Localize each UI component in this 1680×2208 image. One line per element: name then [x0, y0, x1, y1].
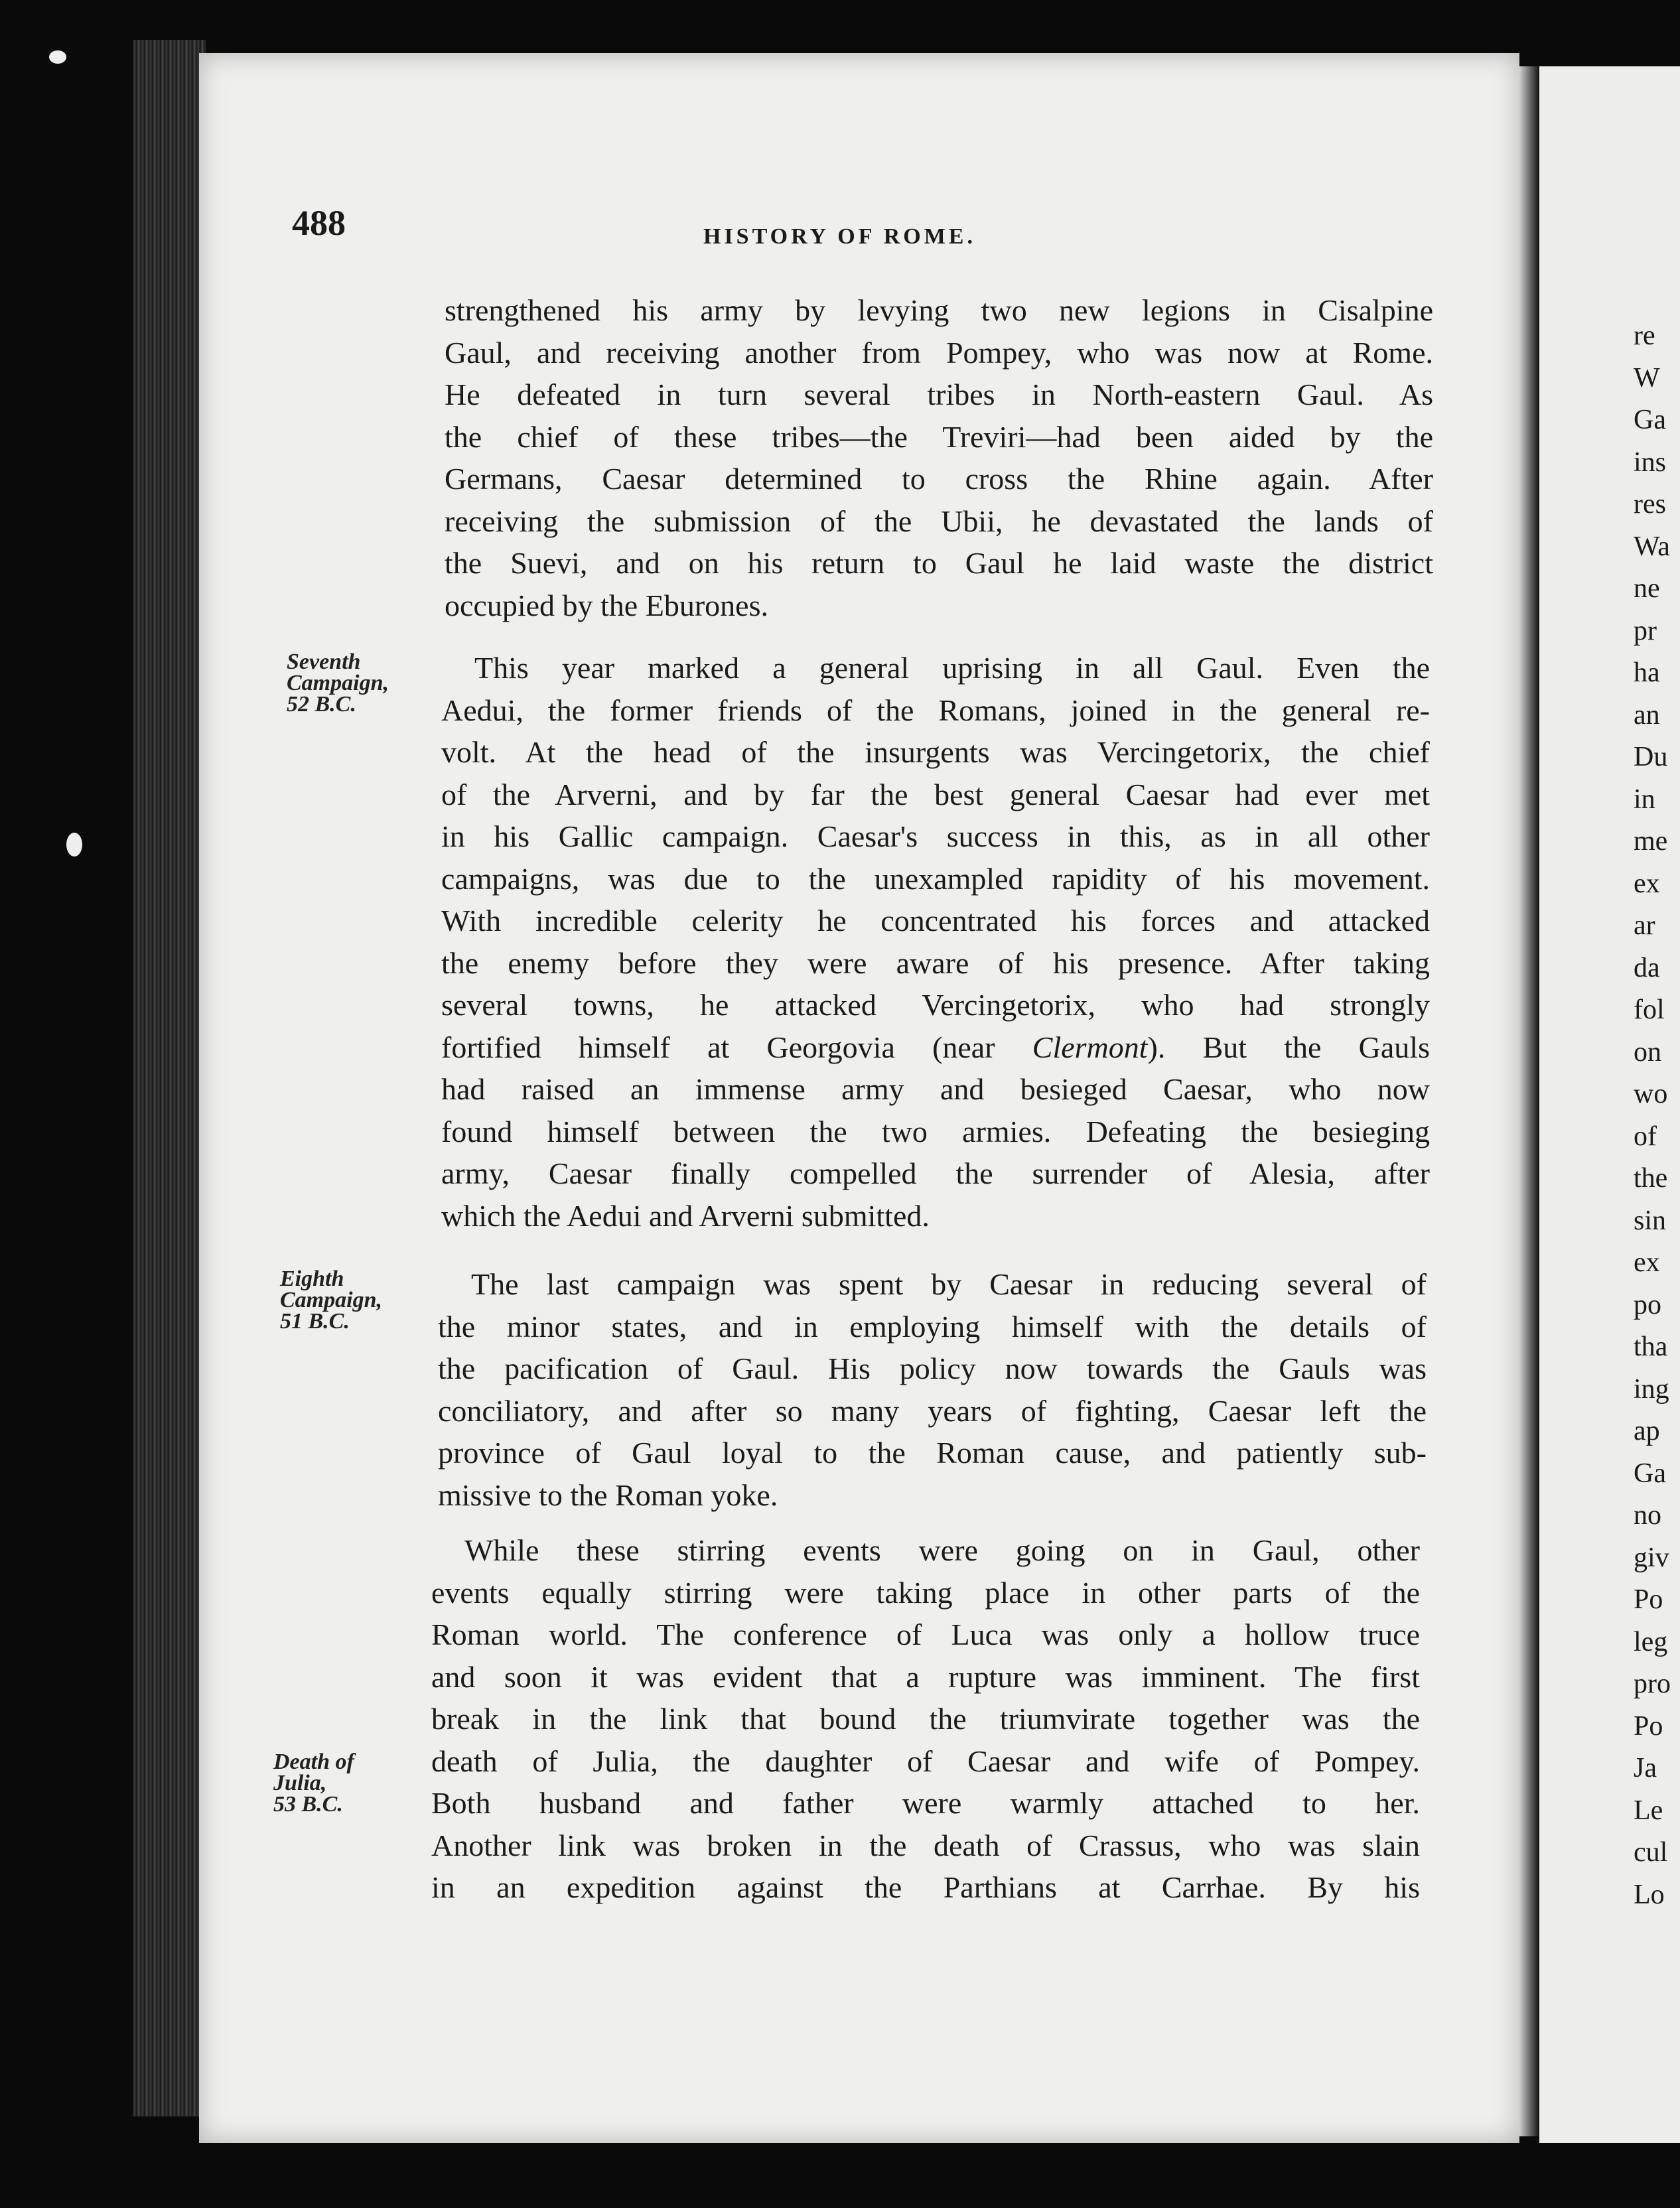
- adjacent-page-fragment: on: [1634, 1036, 1661, 1068]
- text-line: He defeated in turn several tribes in North-eastern Gaul. As: [445, 378, 1433, 411]
- adjacent-page-fragment: ap: [1634, 1416, 1660, 1446]
- text-line: The last campaign was spent by Caesar in reducing several of: [471, 1267, 1427, 1301]
- margin-note-line: Seventh: [287, 650, 361, 674]
- adjacent-page-fragment: W: [1634, 362, 1660, 393]
- italic-place-name: Clermont: [1032, 1030, 1148, 1064]
- page-stack-edges: [133, 40, 206, 2116]
- text-line: volt. At the head of the insurgents was Vercingetorix, the chief: [441, 735, 1430, 769]
- adjacent-page-fragment: ing: [1634, 1373, 1669, 1405]
- text-line: the enemy before they were aware of his presence. After taking: [441, 945, 1430, 980]
- text-line: death of Julia, the daughter of Caesar and wife of Pompey.: [431, 1744, 1420, 1778]
- text-line: the Suevi, and on his return to Gaul he laid waste the district: [445, 546, 1433, 580]
- adjacent-page-fragment: in: [1634, 784, 1655, 815]
- margin-note-line: Eighth: [280, 1267, 344, 1291]
- adjacent-page-fragment: Wa: [1634, 531, 1670, 562]
- adjacent-page-fragment: Po: [1634, 1710, 1663, 1742]
- margin-note-line: Death of: [273, 1750, 354, 1774]
- adjacent-page-fragment: res: [1634, 489, 1666, 519]
- margin-note-line: 51 B.C.: [280, 1309, 350, 1334]
- adjacent-page-fragment: ha: [1634, 657, 1660, 688]
- text-line: Roman world. The conference of Luca was only a hollow truce: [431, 1618, 1420, 1651]
- adjacent-page-fragment: Ga: [1634, 1458, 1666, 1489]
- adjacent-page-fragment: fol: [1634, 995, 1665, 1025]
- margin-note-line: Campaign,: [280, 1288, 382, 1312]
- text-line: break in the link that bound the triumvirate together was the: [431, 1702, 1420, 1736]
- book-gutter: [1519, 66, 1539, 2136]
- text-line: Both husband and father were warmly attached to her.: [431, 1786, 1420, 1820]
- adjacent-page-fragment: ins: [1634, 447, 1667, 478]
- margin-note-line: Julia,: [273, 1771, 327, 1795]
- adjacent-page-fragment: the: [1634, 1163, 1668, 1194]
- adjacent-page-fragment: pr: [1634, 615, 1657, 646]
- margin-note-line: 52 B.C.: [287, 692, 356, 717]
- margin-note-line: Campaign,: [287, 671, 389, 695]
- text-line: events equally stirring were taking place in other parts of the: [431, 1575, 1420, 1610]
- text-line: This year marked a general uprising in all Gaul. Even the: [474, 651, 1430, 685]
- text-line: in an expedition against the Parthians at Carrhae. By his: [431, 1870, 1420, 1904]
- adjacent-page-text: [1634, 315, 1680, 1916]
- adjacent-page-fragment: Po: [1634, 1584, 1663, 1615]
- text-line: province of Gaul loyal to the Roman cause, and patiently sub-: [438, 1436, 1427, 1470]
- adjacent-page-fragment: da: [1634, 952, 1660, 983]
- paragraph-1: [445, 289, 1433, 626]
- margin-note-line: 53 B.C.: [273, 1792, 343, 1817]
- text-line: [441, 1026, 1430, 1069]
- adjacent-page-fragment: ar: [1634, 910, 1655, 941]
- adjacent-page-fragment: giv: [1634, 1542, 1669, 1573]
- text-line: With incredible celerity he concentrated his forces and attacked: [441, 904, 1430, 937]
- text-line: Gaul, and receiving another from Pompey, who was now at Rome.: [445, 335, 1433, 370]
- paragraph-2: [441, 647, 1430, 1237]
- text-line: campaigns, was due to the unexampled rapidity of his movement.: [441, 861, 1430, 896]
- text-line: While these stirring events were going on in Gaul, other: [464, 1533, 1420, 1567]
- running-head: HISTORY OF ROME.: [703, 224, 976, 249]
- text-line: and soon it was evident that a rupture was imminent. The first: [431, 1659, 1420, 1694]
- adjacent-page-fragment: ex: [1634, 1247, 1660, 1278]
- text-line: receiving the submission of the Ubii, he devastated the lands of: [445, 504, 1433, 538]
- adjacent-page-fragment: an: [1634, 699, 1660, 730]
- adjacent-page-fragment: Le: [1634, 1795, 1663, 1826]
- paragraph-4: [431, 1529, 1420, 1909]
- adjacent-page-fragment: Ga: [1634, 405, 1666, 435]
- text-line: found himself between the two armies. Defeating the besieging: [441, 1114, 1430, 1148]
- adjacent-page-fragment: ne: [1634, 573, 1660, 604]
- text-line: Germans, Caesar determined to cross the Rhine again. After: [445, 462, 1433, 496]
- adjacent-page-fragment: po: [1634, 1289, 1661, 1320]
- text-line: of the Arverni, and by far the best general Caesar had ever met: [441, 777, 1430, 811]
- adjacent-page-fragment: leg: [1634, 1626, 1668, 1657]
- speck: [66, 833, 82, 857]
- page-number: 488: [292, 203, 346, 243]
- adjacent-page-fragment: wo: [1634, 1079, 1668, 1109]
- text-line: the chief of these tribes—the Treviri—had been aided by the: [445, 419, 1433, 454]
- text-line: army, Caesar finally compelled the surrender of Alesia, after: [441, 1156, 1430, 1190]
- text-fragment: ). But the Gauls: [1147, 1030, 1430, 1064]
- adjacent-page-fragment: sin: [1634, 1205, 1667, 1236]
- adjacent-page-fragment: Du: [1634, 742, 1668, 772]
- adjacent-page-fragment: ex: [1634, 868, 1660, 899]
- text-line: Another link was broken in the death of Crassus, who was slain: [431, 1828, 1420, 1862]
- adjacent-page-fragment: Ja: [1634, 1753, 1657, 1783]
- adjacent-page-fragment: no: [1634, 1500, 1661, 1531]
- text-line: conciliatory, and after so many years of fighting, Caesar left the: [438, 1393, 1427, 1428]
- margin-note-death-of-julia: [273, 1752, 354, 1815]
- text-line: had raised an immense army and besieged Caesar, who now: [441, 1072, 1430, 1106]
- paragraph-3: [438, 1263, 1427, 1516]
- margin-note-seventh-campaign: [287, 652, 389, 715]
- adjacent-page-fragment: tha: [1634, 1332, 1668, 1362]
- speck: [49, 50, 66, 64]
- adjacent-page-fragment: re: [1634, 320, 1655, 351]
- text-line: missive to the Roman yoke.: [438, 1478, 778, 1512]
- text-line: several towns, he attacked Vercingetorix, who had strongly: [441, 988, 1430, 1022]
- adjacent-page-fragment: Lo: [1634, 1879, 1665, 1910]
- text-line: the pacification of Gaul. His policy now towards the Gauls was: [438, 1351, 1427, 1385]
- margin-note-eighth-campaign: [280, 1269, 382, 1332]
- adjacent-page-fragment: me: [1634, 826, 1668, 857]
- text-line: the minor states, and in employing himself with the details of: [438, 1309, 1427, 1344]
- text-fragment: fortified himself at Georgovia (near: [441, 1030, 1032, 1064]
- adjacent-page-fragment: cul: [1634, 1837, 1668, 1868]
- adjacent-page-fragment: pro: [1634, 1669, 1671, 1699]
- text-line: Aedui, the former friends of the Romans, joined in the general re-: [441, 693, 1430, 727]
- text-line: strengthened his army by levying two new legions in Cisalpine: [445, 293, 1433, 327]
- adjacent-page-fragment: of: [1634, 1121, 1657, 1152]
- text-line: occupied by the Eburones.: [445, 588, 768, 622]
- text-line: in his Gallic campaign. Caesar's success in this, as in all other: [441, 819, 1430, 853]
- text-line: which the Aedui and Arverni submitted.: [441, 1198, 930, 1233]
